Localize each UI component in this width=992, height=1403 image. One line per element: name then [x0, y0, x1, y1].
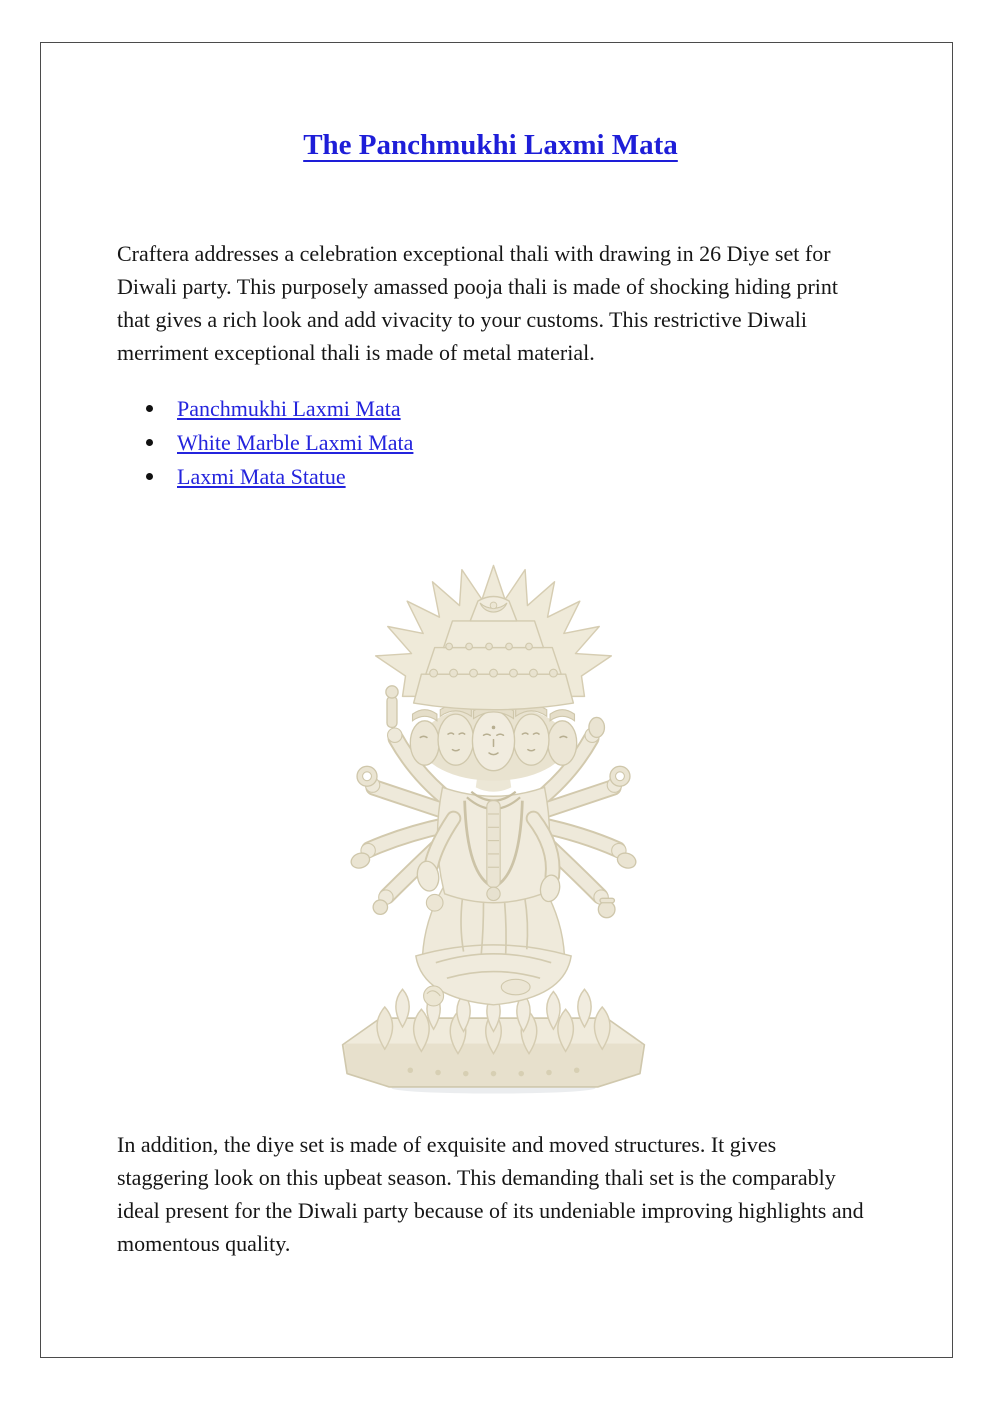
list-item: [117, 460, 864, 494]
intro-paragraph: Craftera addresses a celebration exceptional thali with drawing in 26 Diye set for Diwali party. This purposely amassed pooja thali is made of shocking hiding print that gives a rich look and add vivacity to your customs. This restrictive Diwali merriment exceptional thali is made of metal material.: [117, 241, 838, 365]
product-link-list: [117, 392, 864, 494]
link-laxmi-mata-statue[interactable]: Laxmi Mata Statue: [177, 464, 346, 489]
link-panchmukhi-laxmi-mata[interactable]: Panchmukhi Laxmi Mata: [177, 396, 401, 421]
closing-paragraph: In addition, the diye set is made of exquisite and moved structures. It gives staggering look on this upbeat season. This demanding thali set is the comparably ideal present for the Diwali party because of its undeniable improving highlights and momentous quality.: [117, 1132, 864, 1256]
page-title[interactable]: The Panchmukhi Laxmi Mata: [303, 129, 678, 161]
link-white-marble-laxmi-mata[interactable]: White Marble Laxmi Mata: [177, 430, 414, 455]
statue-figure: [327, 510, 660, 1098]
page-border-frame: [40, 42, 953, 1358]
statue-heads: [410, 705, 576, 781]
statue-torso: [437, 772, 549, 903]
laxmi-statue-image: [327, 510, 660, 1098]
statue-crown: [414, 597, 574, 710]
list-item: [117, 392, 864, 426]
list-item: [117, 426, 864, 460]
